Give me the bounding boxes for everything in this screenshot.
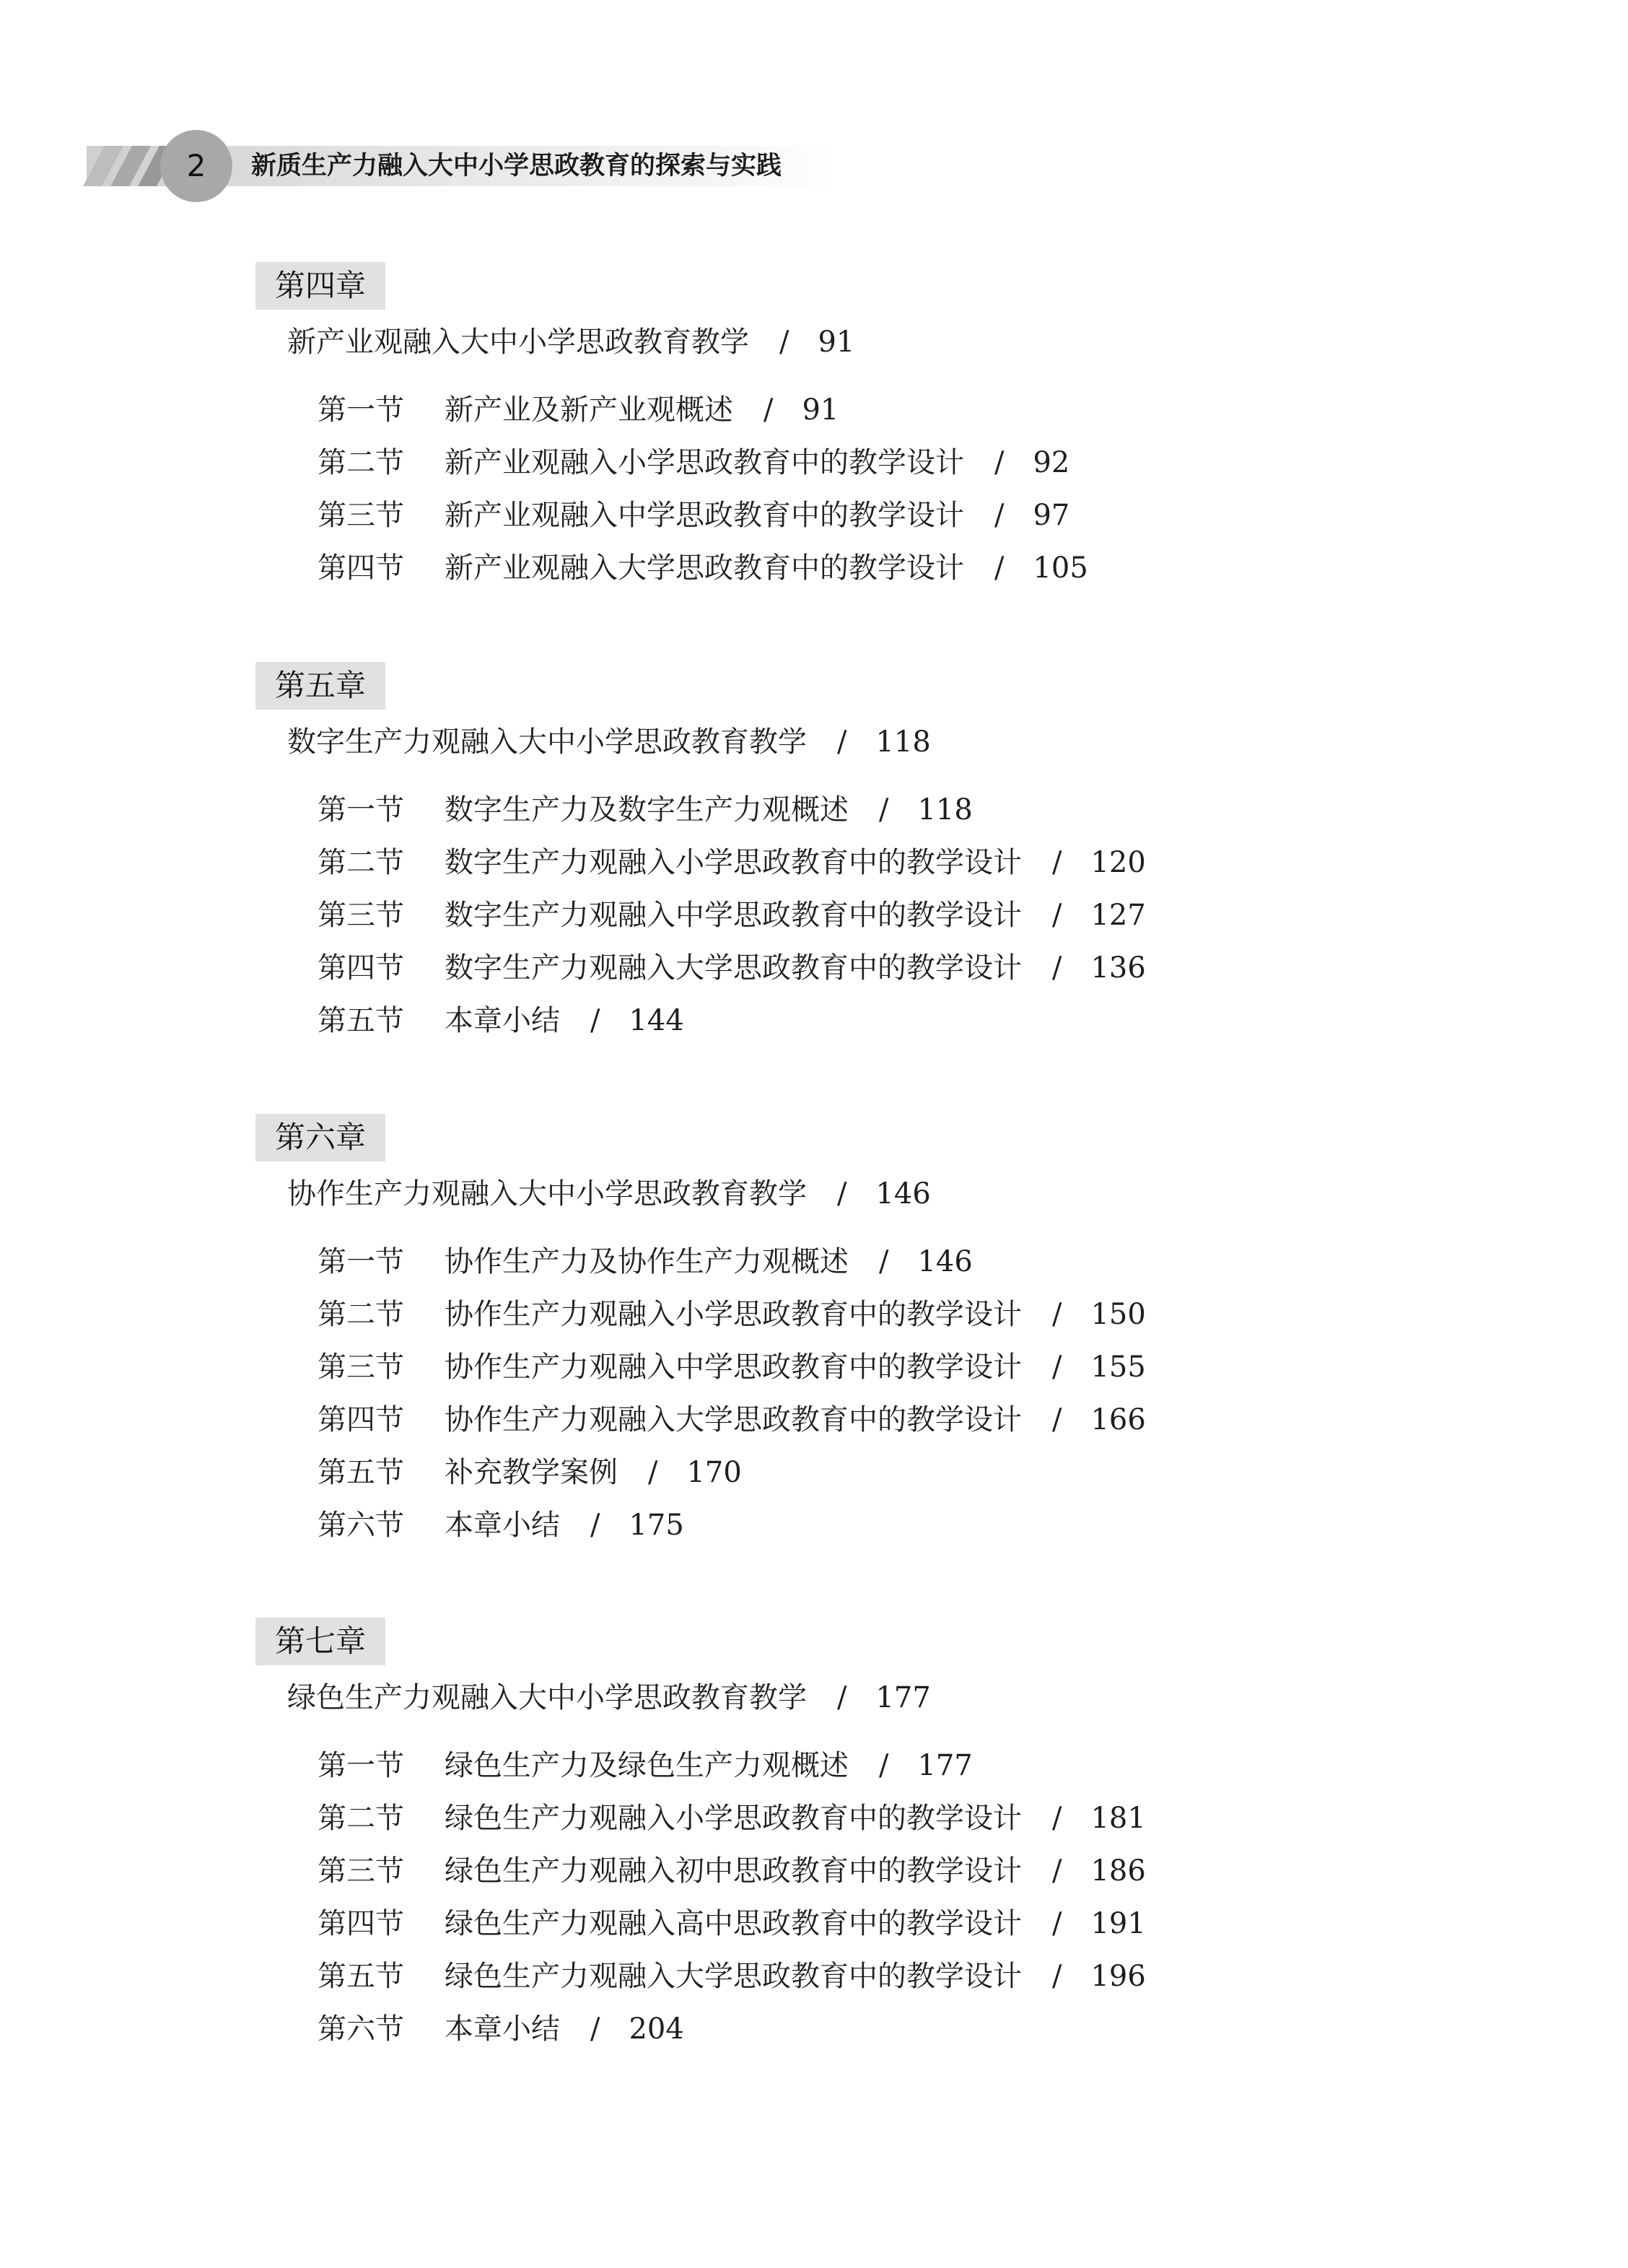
section-title: 协作生产力观融入小学思政教育中的教学设计: [445, 1298, 1022, 1331]
chapter-title: 新产业观融入大中小学思政教育教学: [287, 326, 749, 359]
section-title: 数字生产力及数字生产力观概述: [445, 793, 849, 826]
section-title: 本章小结: [445, 2012, 560, 2046]
separator: /: [1052, 899, 1062, 932]
separator: /: [994, 551, 1005, 585]
section-number: 第六节: [318, 2012, 404, 2046]
section-title: 协作生产力观融入大学思政教育中的教学设计: [445, 1403, 1022, 1436]
section-page: 92: [1033, 446, 1070, 479]
section-number: 第五节: [318, 1456, 404, 1489]
section-page: 150: [1090, 1298, 1146, 1331]
separator: /: [1052, 1854, 1062, 1888]
section-entry: [318, 1903, 1146, 1944]
section-entry: [318, 842, 1146, 883]
separator: /: [1052, 846, 1062, 879]
section-page: 127: [1090, 899, 1146, 932]
section-number: 第一节: [318, 793, 404, 826]
section-entry: [318, 1242, 973, 1282]
chapter-title-line: [287, 1174, 931, 1214]
section-number: 第四节: [318, 551, 404, 585]
section-page: 191: [1090, 1907, 1146, 1940]
section-entry: [318, 895, 1146, 935]
section-title: 协作生产力观融入中学思政教育中的教学设计: [445, 1351, 1022, 1384]
section-entry: [318, 1400, 1146, 1440]
section-page: 170: [686, 1456, 742, 1489]
separator: /: [1052, 1802, 1062, 1835]
section-entry: [318, 1745, 973, 1786]
separator: /: [763, 393, 774, 427]
separator: /: [1052, 1960, 1062, 1993]
section-number: 第四节: [318, 1907, 404, 1940]
section-page: 118: [917, 793, 973, 826]
chapter-title-line: [287, 322, 854, 362]
section-page: 186: [1090, 1854, 1146, 1888]
section-page: 181: [1090, 1802, 1146, 1835]
section-number: 第三节: [318, 899, 404, 932]
section-page: 146: [917, 1245, 973, 1278]
chapter-page: 146: [875, 1177, 931, 1211]
chapter-title-line: [287, 1678, 931, 1718]
section-title: 新产业及新产业观概述: [445, 393, 733, 427]
section-page: 136: [1090, 951, 1146, 985]
section-title: 绿色生产力观融入高中思政教育中的教学设计: [445, 1907, 1022, 1940]
chapter-title: 协作生产力观融入大中小学思政教育教学: [287, 1177, 807, 1211]
section-entry: [318, 1000, 684, 1041]
section-entry: [318, 2009, 684, 2049]
section-title: 协作生产力及协作生产力观概述: [445, 1245, 849, 1278]
page-number: 2: [160, 130, 232, 202]
section-number: 第一节: [318, 1245, 404, 1278]
chapter-label: 第四章: [255, 262, 385, 310]
book-title: 新质生产力融入大中小学思政教育的探索与实践: [251, 152, 782, 180]
separator: /: [837, 725, 847, 759]
separator: /: [994, 446, 1005, 479]
section-title: 新产业观融入大学思政教育中的教学设计: [445, 551, 964, 585]
section-number: 第二节: [318, 446, 404, 479]
section-number: 第三节: [318, 499, 404, 532]
section-entry: [318, 1294, 1146, 1335]
section-number: 第二节: [318, 1802, 404, 1835]
section-number: 第五节: [318, 1960, 404, 1993]
section-entry: [318, 1798, 1146, 1839]
section-page: 166: [1090, 1403, 1146, 1436]
separator: /: [590, 2012, 600, 2046]
section-title: 新产业观融入中学思政教育中的教学设计: [445, 499, 964, 532]
separator: /: [837, 1681, 847, 1714]
chapter-title: 数字生产力观融入大中小学思政教育教学: [287, 725, 807, 759]
separator: /: [1052, 1298, 1062, 1331]
section-title: 数字生产力观融入小学思政教育中的教学设计: [445, 846, 1022, 879]
section-entry: [318, 1956, 1146, 1997]
chapter-label: 第六章: [255, 1114, 385, 1161]
section-number: 第一节: [318, 393, 404, 427]
section-title: 数字生产力观融入大学思政教育中的教学设计: [445, 951, 1022, 985]
section-number: 第四节: [318, 951, 404, 985]
separator: /: [879, 1245, 889, 1278]
section-number: 第五节: [318, 1004, 404, 1037]
separator: /: [590, 1004, 600, 1037]
separator: /: [1052, 1403, 1062, 1436]
chapter-page: 177: [875, 1681, 931, 1714]
section-entry: [318, 1452, 742, 1493]
section-number: 第三节: [318, 1351, 404, 1384]
separator: /: [648, 1456, 658, 1489]
section-entry: [318, 548, 1088, 588]
separator: /: [1052, 951, 1062, 985]
separator: /: [994, 499, 1005, 532]
section-title: 补充教学案例: [445, 1456, 618, 1489]
separator: /: [779, 326, 789, 359]
chapter-title-line: [287, 722, 931, 762]
chapter-label: 第七章: [255, 1618, 385, 1665]
section-page: 175: [629, 1509, 684, 1542]
section-page: 177: [917, 1749, 973, 1782]
section-title: 新产业观融入小学思政教育中的教学设计: [445, 446, 964, 479]
section-entry: [318, 1347, 1146, 1387]
chapter-page: 91: [818, 326, 855, 359]
section-entry: [318, 1505, 684, 1545]
section-number: 第四节: [318, 1403, 404, 1436]
section-title: 绿色生产力观融入初中思政教育中的教学设计: [445, 1854, 1022, 1888]
section-entry: [318, 1851, 1146, 1891]
section-entry: [318, 442, 1069, 483]
section-number: 第六节: [318, 1509, 404, 1542]
section-title: 本章小结: [445, 1004, 560, 1037]
chapter-page: 118: [875, 725, 931, 759]
chapter-title: 绿色生产力观融入大中小学思政教育教学: [287, 1681, 807, 1714]
section-entry: [318, 390, 839, 430]
section-page: 91: [802, 393, 839, 427]
separator: /: [879, 793, 889, 826]
separator: /: [590, 1509, 600, 1542]
section-number: 第二节: [318, 1298, 404, 1331]
separator: /: [1052, 1907, 1062, 1940]
section-page: 155: [1090, 1351, 1146, 1384]
section-entry: [318, 948, 1146, 988]
section-entry: [318, 495, 1069, 536]
section-page: 120: [1090, 846, 1146, 879]
section-page: 97: [1033, 499, 1070, 532]
separator: /: [837, 1177, 847, 1211]
section-title: 绿色生产力及绿色生产力观概述: [445, 1749, 849, 1782]
section-title: 绿色生产力观融入小学思政教育中的教学设计: [445, 1802, 1022, 1835]
section-title: 数字生产力观融入中学思政教育中的教学设计: [445, 899, 1022, 932]
section-page: 196: [1090, 1960, 1146, 1993]
section-number: 第二节: [318, 846, 404, 879]
section-number: 第一节: [318, 1749, 404, 1782]
section-page: 204: [629, 2012, 684, 2046]
section-title: 本章小结: [445, 1509, 560, 1542]
separator: /: [1052, 1351, 1062, 1384]
section-entry: [318, 790, 973, 830]
chapter-label: 第五章: [255, 662, 385, 710]
section-page: 144: [629, 1004, 684, 1037]
section-title: 绿色生产力观融入大学思政教育中的教学设计: [445, 1960, 1022, 1993]
section-page: 105: [1033, 551, 1088, 585]
separator: /: [879, 1749, 889, 1782]
section-number: 第三节: [318, 1854, 404, 1888]
